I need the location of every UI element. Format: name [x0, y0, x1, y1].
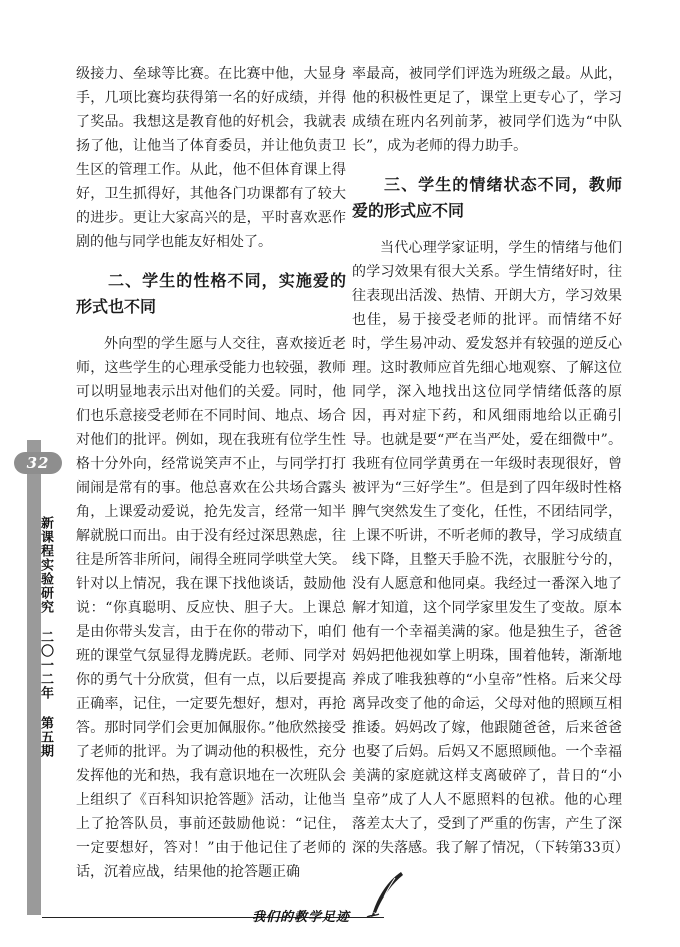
page-number-tab: [14, 452, 62, 474]
journal-title: 新课程实验研究 二〇一二年 第五期: [38, 516, 53, 758]
body-paragraph: 外向型的学生愿与人交往，喜欢接近老师，这些学生的心理承受能力也较强，教师可以明显地表示出对他们的关爱。同时，他们也乐意接受老师在不同时间、地点、场合对他们的批评。例如，现在我班有位学生性格十分外向，经常说笑声不止，与同学打打闹闹是常有的事。他总喜欢在公共场合露头角，上课爱动爱说，抢先发言，经常一知半解就脱口而出。由于没有经过深思熟虑，往往是所答非所问，闹得全班同学哄堂大笑。针对以上情况，我在课下找他谈话，鼓励他说：“你真聪明、反应快、胆子大。上课总是由你带头发言，由于在你的带动下，咱们班的课堂气氛显得龙腾虎跃。老师、同学对你的勇气十分欣赏，但有一点，以后要提高正确率，记住，一定要先想好，想对，再抢答。那时同学们会更加佩服你。”他欣然接受了老师的批评。为了调动他的积极性，充分发挥他的光和热，我有意识地在一次班队会上组织了《百科知识抢答题》活动，让他当上了抢答队员，事前还鼓励他说：“记住，一定要想好，答对！”由于他记住了老师的话，沉着应战，结果他的抢答题正确: [76, 336, 346, 880]
right-column: [352, 62, 629, 860]
section-heading: 二、学生的性格不同，实施爱的形式也不同: [76, 271, 346, 316]
left-column: [76, 62, 346, 884]
body-paragraph: 率最高，被同学们评选为班级之最。从此，他的积极性更足了，课堂上更专心了，学习成绩在班内名列前茅，被同学们选为“中队长”，成为老师的得力助手。: [352, 66, 622, 154]
body-paragraph: 当代心理学家证明，学生的情绪与他们的学习效果有很大关系。学生情绪好时，往往表现出活泼、热情、开朗大方，学习效果也佳，易于接受老师的批评。而情绪不好时，学生易冲动、爱发怒并有较强的逆反心理。这时教师应首先细心地观察、了解这位同学，深入地找出这位同学情绪低落的原因，再对症下药，和风细雨地给以正确引导。也就是要“严在当严处，爱在细微中”。我班有位同学黄勇在一年级时表现很好，曾被评为“三好学生”。但是到了四年级时性格脾气突然发生了变化，任性，不团结同学，上课不听讲，不听老师的教导，学习成绩直线下降，且整天手脸不洗，衣服脏兮兮的，没有人愿意和他同桌。我经过一番深入地了解才知道，这个同学家里发生了变故。原本他有一个幸福美满的家。他是独生子，爸爸妈妈把他视如掌上明珠，围着他转，渐渐地养成了唯我独尊的“小皇帝”性格。后来父母离异改变了他的命运，父母对他的照顾互相推诿。妈妈改了嫁，他跟随爸爸，后来爸爸也娶了后妈。后妈又不愿照顾他。一个幸福美满的家庭就这样支离破碎了，昔日的“小皇帝”成了人人不愿照料的包袱。他的心理落差太大了，受到了严重的伤害，产生了深深的失落感。我了解了情况，（下转第33页）: [352, 240, 629, 856]
footer-label: 我们的教学足迹: [252, 910, 351, 925]
section-heading: 三、学生的情绪状态不同，教师爱的形式应不同: [352, 175, 622, 220]
body-paragraph: 级接力、垒球等比赛。在比赛中他，大显身手，几项比赛均获得第一名的好成绩，并得了奖品。我想这是教育他的好机会，我就表扬了他，让他当了体育委员，并让他负责卫生区的管理工作。从此，他不但体育课上得好，卫生抓得好，其他各门功课都有了较大的进步。更让大家高兴的是，平时喜欢恶作剧的他与同学也能友好相处了。: [76, 66, 346, 250]
quill-pen-icon: [365, 870, 407, 920]
page-number: 32: [26, 454, 50, 472]
